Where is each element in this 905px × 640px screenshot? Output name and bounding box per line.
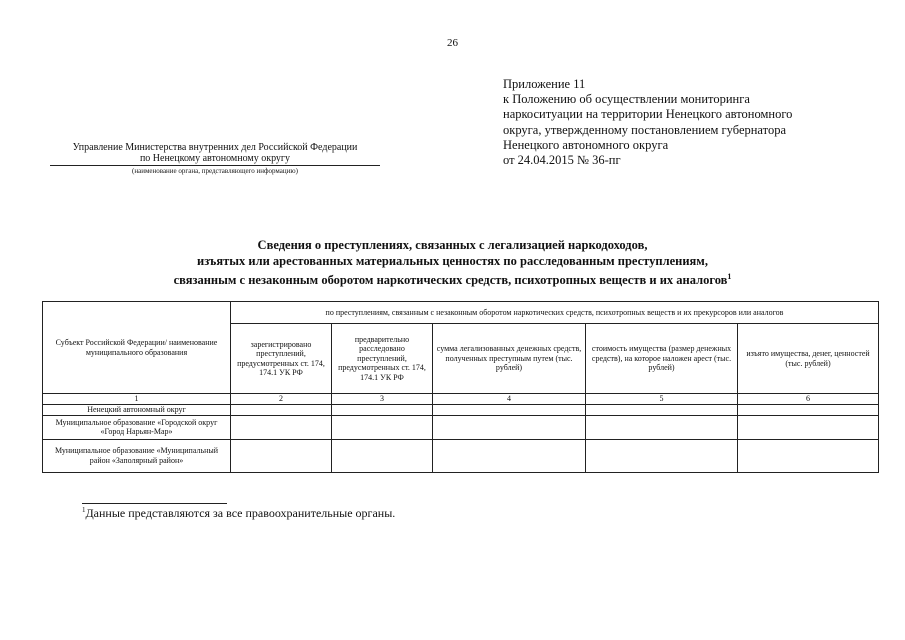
title-line1: Сведения о преступлениях, связанных с легализацией наркодоходов,	[257, 238, 648, 252]
header-registered: зарегистрировано преступлений, предусмотренных ст. 174, 174.1 УК РФ	[231, 324, 332, 394]
organ-name-line2: по Ненецкому автономному округу	[50, 153, 380, 166]
table-cell	[332, 439, 433, 472]
title-footnote-mark: 1	[727, 272, 732, 281]
column-number: 1	[43, 394, 231, 405]
appendix-line: от 24.04.2015 № 36-пг	[503, 153, 621, 168]
footnote	[82, 506, 395, 521]
appendix-line: Ненецкого автономного округа	[503, 137, 669, 152]
data-table	[42, 301, 879, 473]
table-cell	[738, 439, 879, 472]
table-cell	[433, 439, 586, 472]
table-cell	[586, 404, 738, 415]
table-cell	[433, 415, 586, 439]
table-cell	[332, 415, 433, 439]
table-cell	[332, 404, 433, 415]
page-number: 26	[447, 37, 458, 49]
table-row	[43, 404, 879, 415]
table-cell	[738, 415, 879, 439]
column-number: 5	[586, 394, 738, 405]
appendix-block	[503, 77, 792, 168]
document-title	[0, 238, 905, 289]
header-legalized-sum: сумма легализованных денежных средств, полученных преступным путем (тыс. рублей)	[433, 324, 586, 394]
column-number: 2	[231, 394, 332, 405]
column-number: 3	[332, 394, 433, 405]
header-subject: Субъект Российской Федерации/ наименование муниципального образования	[43, 302, 231, 394]
title-line2: изъятых или арестованных материальных ценностях по расследованным преступлениям,	[197, 253, 708, 268]
row-subject: Муниципальное образование «Городской округ «Город Нарьян-Мар»	[43, 415, 231, 439]
header-seized-property: изъято имущества, денег, ценностей (тыс. рублей)	[738, 324, 879, 394]
table-row	[43, 439, 879, 472]
column-number: 6	[738, 394, 879, 405]
table-cell	[586, 415, 738, 439]
title-line3: связанным с незаконным оборотом наркотических средств, психотропных веществ и их аналогов$^1$	[173, 272, 732, 288]
table-row	[43, 415, 879, 439]
footnote-separator	[82, 503, 227, 504]
reporting-organ	[50, 142, 380, 176]
table-cell	[231, 415, 332, 439]
appendix-line: Приложение 11	[503, 77, 586, 91]
appendix-line: округа, утвержденному постановлением губернатора	[503, 122, 786, 137]
header-investigated: предварительно расследовано преступлений, предусмотренных ст. 174, 174.1 УК РФ	[332, 324, 433, 394]
column-number: 4	[433, 394, 586, 405]
organ-name-line1: Управление Министерства внутренних дел Российской Федерации	[72, 142, 358, 153]
table-cell	[433, 404, 586, 415]
organ-caption: (наименование органа, представляющего информацию)	[132, 167, 298, 175]
table-cell	[738, 404, 879, 415]
table-cell	[231, 439, 332, 472]
footnote-text: Данные представляются за все правоохранительные органы.	[85, 506, 396, 520]
footnote-mark: 1	[82, 506, 86, 514]
appendix-line: наркоситуации на территории Ненецкого автономного	[503, 107, 793, 122]
header-group: по преступлениям, связанным с незаконным оборотом наркотических средств, психотропных веществ и их прекурсоров или аналогов	[231, 302, 879, 324]
row-subject: Муниципальное образование «Муниципальный район «Заполярный район»	[43, 439, 231, 472]
row-subject: Ненецкий автономный округ	[43, 404, 231, 415]
appendix-line: к Положению об осуществлении мониторинга	[503, 92, 750, 107]
header-arrested-property: стоимость имущества (размер денежных средств), на которое наложен арест (тыс. рублей)	[586, 324, 738, 394]
table-cell	[586, 439, 738, 472]
table-cell	[231, 404, 332, 415]
